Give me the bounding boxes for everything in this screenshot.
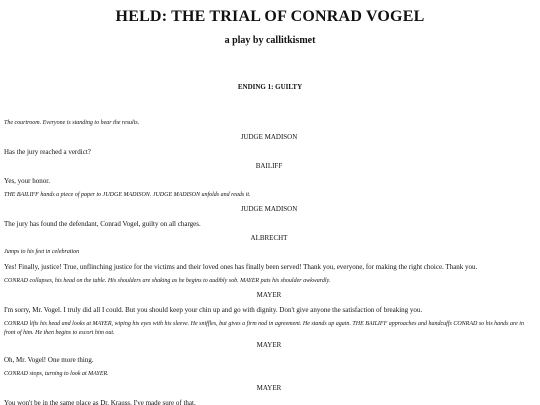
stage-direction: Jumps to his feet in celebration: [4, 249, 80, 255]
play-byline: a play by callitkismet: [224, 35, 316, 46]
character-name: MAYER: [256, 341, 282, 349]
stage-direction: CONRAD collapses, his head on the table. His shoulders are shaking as he begins to audibly sob. MAYER pats his shoulder awkwardly.: [4, 278, 331, 284]
stage-direction: The courtroom. Everyone is standing to hear the results.: [4, 120, 140, 126]
dialogue-line: Yes! Finally, justice! True, unflinching justice for the victims and their loved ones has finally been served! Thank you, everyone, for making the right choice. Thank you.: [4, 263, 478, 271]
dialogue-line: The jury has found the defendant, Conrad Vogel, guilty on all charges.: [4, 220, 201, 228]
character-name: BAILIFF: [255, 162, 283, 170]
play-title: HELD: THE TRIAL OF CONRAD VOGEL: [115, 8, 425, 25]
stage-direction: CONRAD stops, turning to look at MAYER.: [4, 371, 109, 377]
character-name: JUDGE MADISON: [240, 205, 298, 213]
dialogue-line: Oh, Mr. Vogel! One more thing.: [4, 356, 94, 364]
dialogue-line: Has the jury reached a verdict?: [4, 148, 91, 156]
character-name: JUDGE MADISON: [240, 133, 298, 141]
dialogue-line: I'm sorry, Mr. Vogel. I truly did all I could. But you should keep your chin up and go with dignity. Don't give anyone the satisfaction of breaking you.: [4, 306, 423, 314]
dialogue-line: Yes, your honor.: [4, 177, 50, 185]
character-name: ALBRECHT: [250, 234, 288, 242]
stage-direction: THE BAILIFF hands a piece of paper to JUDGE MADISON. JUDGE MADISON unfolds and reads it.: [4, 192, 251, 198]
dialogue-line: You won't be in the same place as Dr. Krauss. I've made sure of that.: [4, 399, 196, 405]
stage-direction: CONRAD lifts his head and looks at MAYER, wiping his eyes with his sleeve. He sniffles, but gives a firm nod in agreement. He stands up again. THE BAILIFF approaches and handcuffs CONRAD so his hands are in front of him. He then begins to escort him out.: [4, 321, 524, 336]
character-name: MAYER: [256, 384, 282, 392]
section-heading: ENDING 1: GUILTY: [237, 83, 303, 91]
character-name: MAYER: [256, 291, 282, 299]
